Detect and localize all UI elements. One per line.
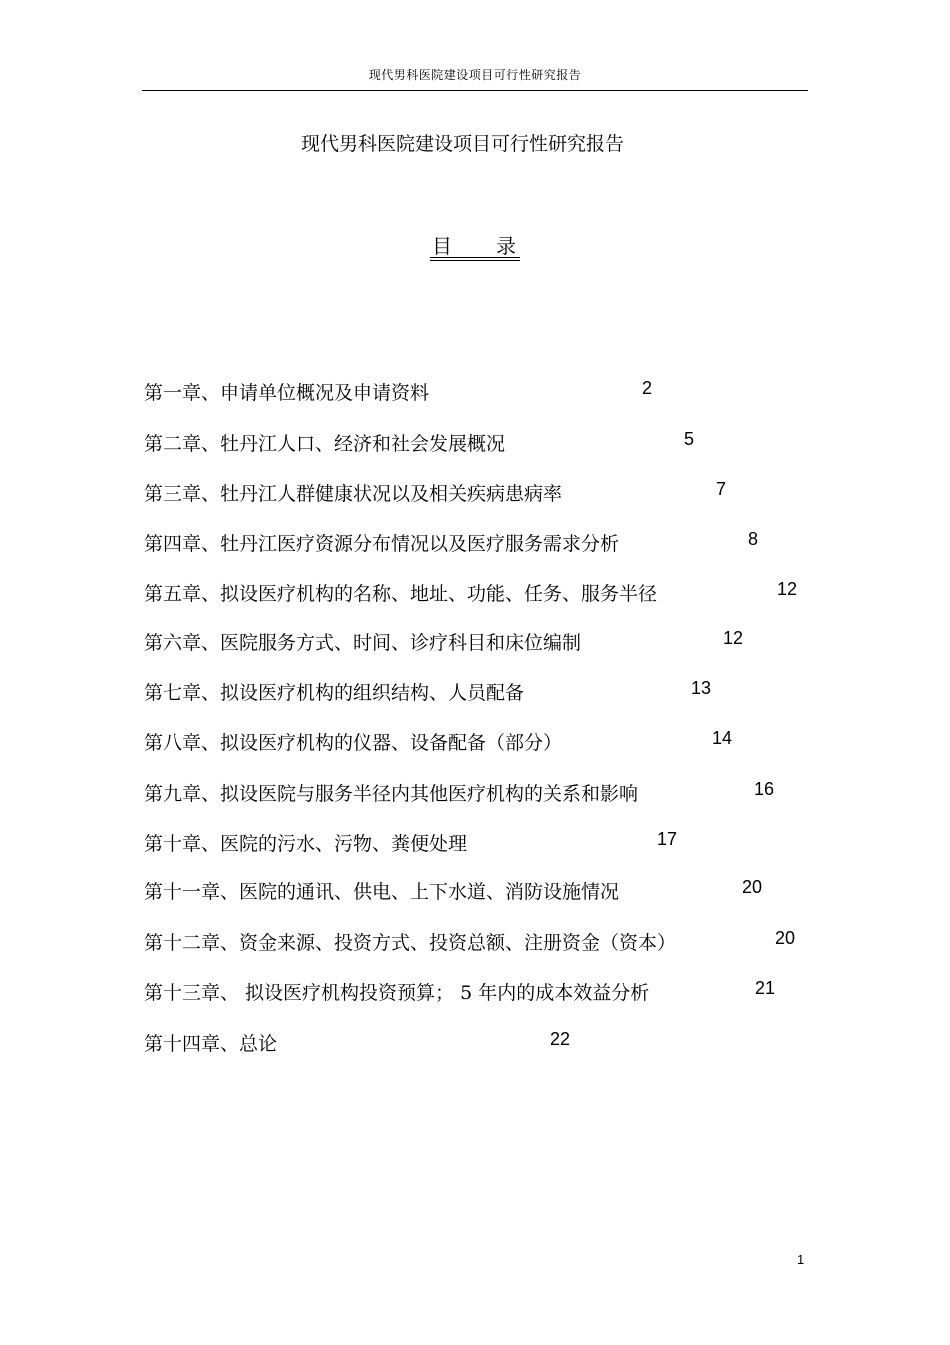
toc-entry-page: 7 [716, 479, 727, 499]
toc-entry-page: 5 [684, 429, 695, 449]
toc-entry [0, 378, 950, 408]
toc-entry-page: 16 [754, 779, 775, 799]
toc-entry-label: 第十四章、总论 [144, 1033, 278, 1055]
toc-entry [0, 1029, 950, 1059]
toc-entry [0, 529, 950, 559]
toc-entry-page: 20 [775, 928, 796, 948]
toc-entry-label: 第七章、拟设医疗机构的组织结构、人员配备 [144, 682, 525, 704]
toc-entry-label: 第五章、拟设医疗机构的名称、地址、功能、任务、服务半径 [144, 583, 658, 605]
toc-entry [0, 978, 950, 1008]
toc-entry-page: 13 [691, 678, 712, 698]
toc-entry-label: 第八章、拟设医疗机构的仪器、设备配备（部分） [144, 732, 563, 754]
toc-entry-page: 14 [712, 728, 733, 748]
toc-entry [0, 678, 950, 708]
toc-entry [0, 779, 950, 809]
toc-entry-page: 17 [657, 829, 678, 849]
toc-entry-page: 20 [742, 877, 763, 897]
toc-entry-page: 22 [550, 1029, 571, 1049]
toc-entry-page: 8 [748, 529, 759, 549]
document-title: 现代男科医院建设项目可行性研究报告 [300, 133, 624, 155]
toc-heading-char-1: 目 [432, 234, 452, 258]
toc-entry-label: 第三章、牡丹江人群健康状况以及相关疾病患病率 [144, 483, 563, 505]
toc-entry [0, 728, 950, 758]
toc-entry-label: 第十一章、医院的通讯、供电、上下水道、消防设施情况 [144, 881, 620, 903]
toc-entry [0, 928, 950, 958]
toc-entry [0, 429, 950, 459]
running-header: 现代男科医院建设项目可行性研究报告 [368, 68, 582, 82]
page-number: 1 [797, 1252, 805, 1267]
toc-entry [0, 877, 950, 907]
toc-entry-label: 第十二章、资金来源、投资方式、投资总额、注册资金（资本） [144, 932, 677, 954]
toc-entry-page: 12 [777, 579, 798, 599]
toc-entry-page: 21 [755, 978, 776, 998]
toc-entry [0, 628, 950, 658]
toc-entry [0, 829, 950, 859]
toc-entry-label: 第六章、医院服务方式、时间、诊疗科目和床位编制 [144, 632, 582, 654]
toc-entry-label: 第十章、医院的污水、污物、粪便处理 [144, 833, 468, 855]
toc-entry-page: 12 [723, 628, 744, 648]
toc-entry-label: 第一章、申请单位概况及申请资料 [144, 382, 430, 404]
toc-entry-label: 第二章、牡丹江人口、经济和社会发展概况 [144, 433, 506, 455]
toc-entry [0, 479, 950, 509]
toc-entry-label: 第十三章、 拟设医疗机构投资预算； 5 年内的成本效益分析 [144, 982, 650, 1004]
toc-entry [0, 579, 950, 609]
toc-entry-label: 第九章、拟设医院与服务半径内其他医疗机构的关系和影响 [144, 783, 639, 805]
toc-entry-page: 2 [642, 378, 653, 398]
toc-entry-label: 第四章、牡丹江医疗资源分布情况以及医疗服务需求分析 [144, 533, 620, 555]
toc-heading-char-2: 录 [496, 234, 516, 258]
